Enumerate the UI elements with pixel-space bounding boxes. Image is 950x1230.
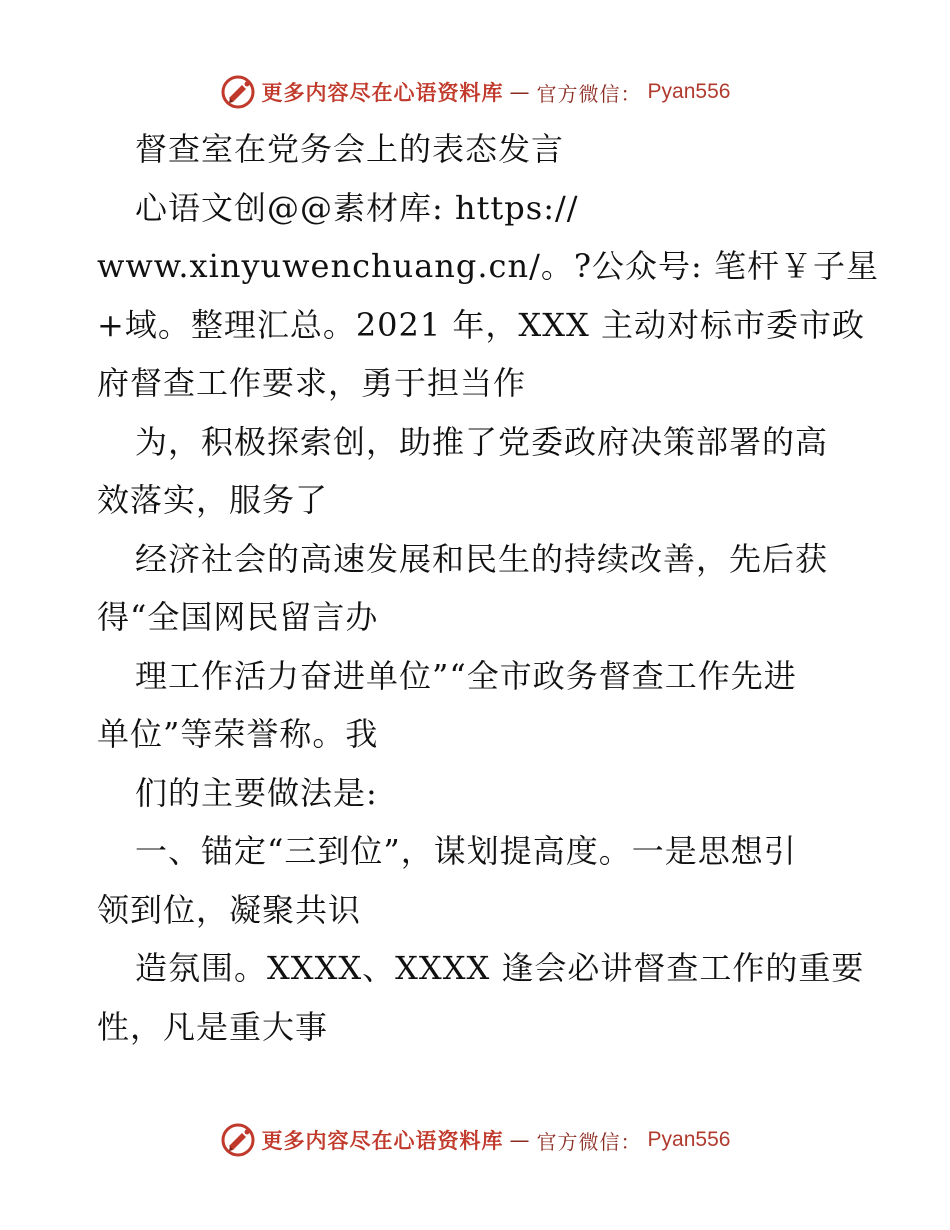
banner-promo-text: 更多内容尽在心语资料库 — [261, 1128, 504, 1153]
header-banner — [0, 72, 950, 112]
pen-logo-icon — [220, 74, 256, 110]
document-body — [97, 120, 879, 1056]
pen-logo-icon — [220, 1122, 256, 1158]
footer-banner — [0, 1120, 950, 1160]
text-line: 一、锚定“三到位”，谋划提高度。一是思想引 — [135, 832, 797, 870]
text-line: 得“全国网民留言办 — [97, 598, 379, 636]
text-line: 领到位，凝聚共识 — [97, 890, 362, 929]
text-line: 经济社会的高速发展和民生的持续改善，先后获 — [135, 539, 829, 578]
banner-wechat-label: 官方微信： — [536, 81, 642, 106]
text-line: 单位”等荣誉称。我 — [97, 715, 379, 753]
text-line: 理工作活力奋进单位”“全市政务督查工作先进 — [135, 656, 797, 695]
text-line: 性，凡是重大事 — [97, 1007, 329, 1046]
text-line: 心语文创@@素材库: https:// — [135, 188, 579, 227]
text-line: +域。整理汇总。2021 年，XXX 主动对标市委市政 — [97, 305, 865, 344]
banner-promo-text: 更多内容尽在心语资料库 — [261, 80, 504, 105]
banner-wechat-id: Pyan556 — [647, 80, 731, 103]
banner-wechat-label: 官方微信： — [536, 1129, 642, 1154]
document-title: 督查室在党务会上的表态发言 — [135, 130, 565, 168]
text-line: www.xinyuwenchuang.cn/。?公众号: 笔杆￥子星 — [97, 247, 879, 285]
text-line: 造氛围。XXXX、XXXX 逢会必讲督查工作的重要 — [135, 949, 865, 987]
banner-dash: — — [509, 80, 531, 104]
text-line: 效落实，服务了 — [97, 481, 329, 519]
banner-wechat-id: Pyan556 — [647, 1128, 731, 1151]
banner-dash: — — [509, 1128, 531, 1152]
text-line: 府督查工作要求，勇于担当作 — [97, 364, 527, 402]
text-line: 为，积极探索创，助推了党委政府决策部署的高 — [135, 422, 829, 461]
text-line: 们的主要做法是: — [135, 773, 378, 812]
